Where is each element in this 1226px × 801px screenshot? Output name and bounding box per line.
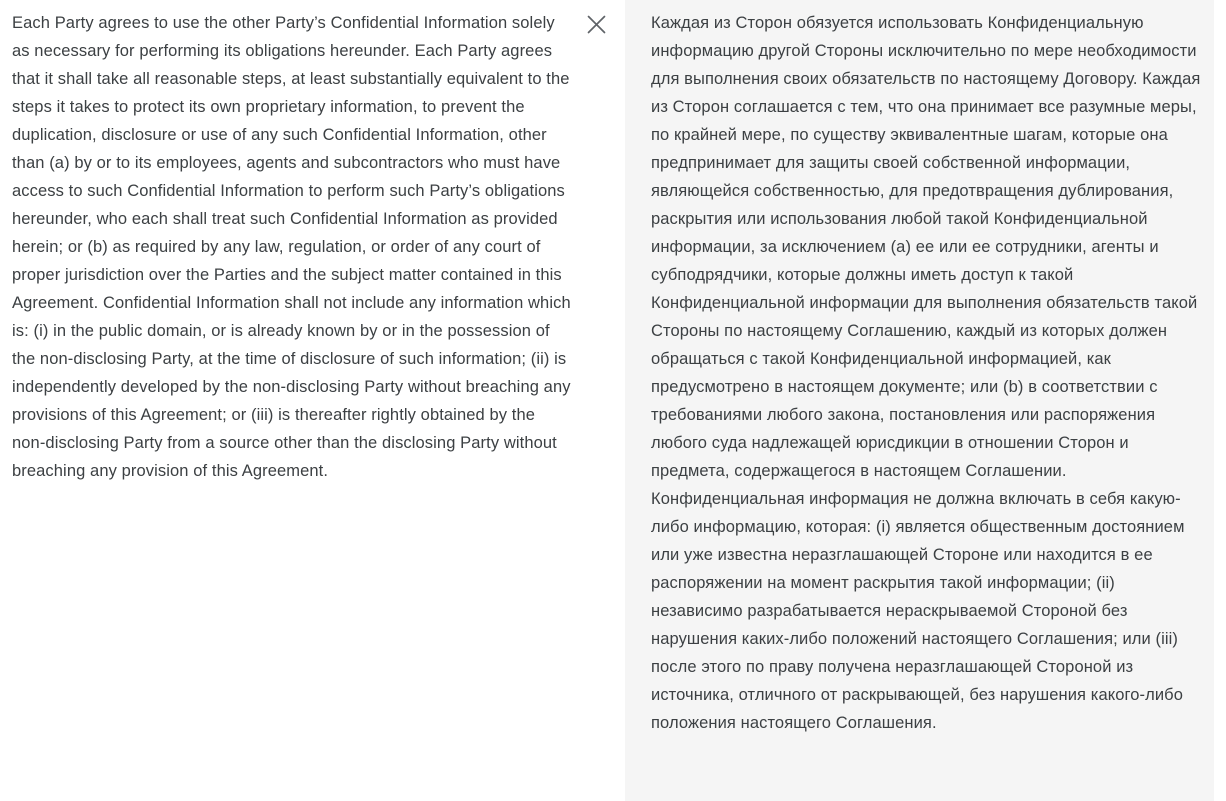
translation-text: Каждая из Сторон обязуется использовать Конфиденциальную информацию другой Стороны исключительно по мере необходимости для выполнения своих обязательств по настоящему Договору. Каждая из Сторон соглашается с тем, что она принимает все разумные меры, по крайней мере, по существу эквивалентные шагам, которые она предпринимает для защиты своей собственной информации, являющейся собственностью, для предотвращения дублирования, раскрытия или использования любой такой Конфиденциальной информации, за исключением (а) ее или ее сотрудники, агенты и субподрядчики, которые должны иметь доступ к такой Конфиденциальной информации для выполнения обязательств такой Стороны по настоящему Соглашению, каждый из которых должен обращаться с такой Конфиденциальной информацией, как предусмотрено в настоящем документе; или (b) в соответствии с требованиями любого закона, постановления или распоряжения любого суда надлежащей юрисдикции в отношении Сторон и предмета, содержащегося в настоящем Соглашении. Конфиденциальная информация не должна включать в себя какую-либо информацию, которая: (i) является общественным достоянием или уже известна неразглашающей Стороне или находится в ее распоряжении на момент раскрытия такой информации; (ii) независимо разрабатывается нераскрываемой Стороной без нарушения каких-либо положений настоящего Соглашения; или (iii) после этого по праву получена неразглашающей Стороной из источника, отличного от раскрывающей, без нарушения какого-либо положения настоящего Соглашения.: [651, 14, 1206, 732]
source-text-input[interactable]: Each Party agrees to use the other Party’s Confidential Information solely as necessary for performing its obligations hereunder. Each Party agrees that it shall take all reasonable steps, at least substantially equivalent to the steps it takes to protect its own proprietary information, to prevent the duplication, disclosure or use of any such Confidential Information, other than (a) by or to its employees, agents and subcontractors who must have access to such Confidential Information to perform such Party’s obligations hereunder, who each shall treat such Confidential Information as provided herein; or (b) as required by any law, regulation, or order of any court of proper jurisdiction over the Parties and the subject matter contained in this Agreement. Confidential Information shall not include any information which is: (i) in the public domain, or is already known by or in the possession of the non-disclosing Party, at the time of disclosure of such information; (ii) is independently developed by the non-disclosing Party without breaching any provisions of this Agreement; or (iii) is thereafter rightly obtained by the non-disclosing Party from a source other than the disclosing Party without breaching any provision of this Agreement.: [12, 14, 576, 480]
close-icon: [587, 15, 606, 34]
scrollbar-track: [1214, 0, 1226, 801]
clear-source-button[interactable]: [583, 11, 609, 37]
translation-panel: [625, 0, 1214, 801]
